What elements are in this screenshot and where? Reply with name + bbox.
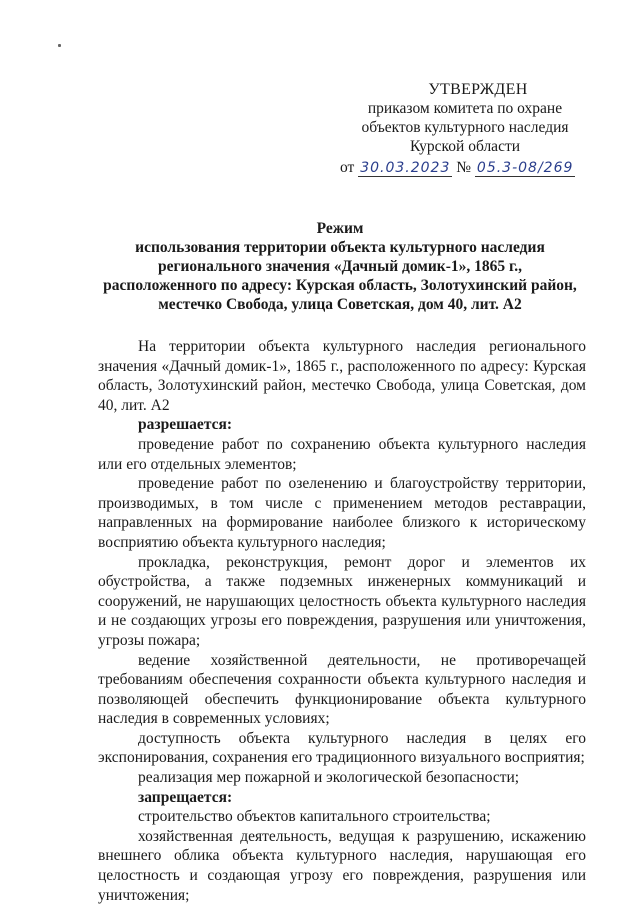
- approval-signature-line: [340, 158, 590, 177]
- scan-speck: [58, 44, 61, 47]
- approval-block: [340, 80, 590, 177]
- allowed-item: прокладка, реконструкция, ремонт дорог и элементов их обустройства, а также подземных инженерных коммуникаций и сооружений, не нарушающих целостность объекта культурного наследия и не создающих угрозы его повреждения, разрушения или уничтожения, угрозы пожара;: [98, 553, 586, 649]
- title-line-2: использования территории объекта культурного наследия: [135, 239, 545, 256]
- document-body: [98, 337, 586, 905]
- handwritten-date: 30.03.2023: [360, 160, 451, 176]
- title-line-3: регионального значения «Дачный домик-1», 1865 г.,: [157, 258, 523, 275]
- approval-line-1: приказом комитета по охране: [367, 100, 563, 117]
- from-label: от: [340, 159, 355, 176]
- allowed-item: доступность объекта культурного наследия в целях его экспонирования, сохранения его традиционного визуального восприятия;: [98, 729, 586, 767]
- allowed-item: реализация мер пожарной и экологической безопасности;: [138, 769, 520, 787]
- allowed-item: проведение работ по сохранению объекта культурного наследия или его отдельных элементов;: [98, 435, 586, 473]
- handwritten-order-number: 05.3-08/269: [476, 160, 574, 176]
- approval-line-3: Курской области: [409, 138, 521, 155]
- intro-paragraph: На территории объекта культурного наследия регионального значения «Дачный домик-1», 1865 г., расположенного по адресу: Курская область, Золотухинский район, местечко Свобода, улица Советская, дом 40, лит. А2: [98, 338, 586, 414]
- approval-heading: УТВЕРЖДЕН: [428, 81, 528, 98]
- title-line-5: местечко Свобода, улица Советская, дом 40, лит. А2: [158, 296, 522, 313]
- document-title: [100, 219, 580, 314]
- title-line-4: расположенного по адресу: Курская область, Золотухинский район,: [103, 277, 577, 294]
- forbidden-item: строительство объектов капитального строительства;: [138, 808, 491, 826]
- approval-line-2: объектов культурного наследия: [361, 119, 569, 136]
- allowed-item: ведение хозяйственной деятельности, не противоречащей требованиям обеспечения сохранности объекта культурного наследия и позволяющей обеспечить функционирование объекта культурного наследия в современных условиях;: [98, 651, 586, 728]
- title-line-1: Режим: [316, 220, 364, 237]
- number-label: №: [456, 159, 472, 176]
- forbidden-heading: запрещается:: [138, 788, 233, 806]
- allowed-heading: разрешается:: [138, 416, 233, 434]
- forbidden-item: хозяйственная деятельность, ведущая к разрушению, искажению внешнего облика объекта культурного наследия, нарушающая его целостность и создающая угрозу его повреждения, разрушения или уничтожения;: [98, 827, 586, 904]
- allowed-item: проведение работ по озеленению и благоустройству территории, производимых, в том числе с применением методов реставрации, направленных на формирование наиболее близкого к историческому восприятию объекта культурного наследия;: [98, 475, 586, 551]
